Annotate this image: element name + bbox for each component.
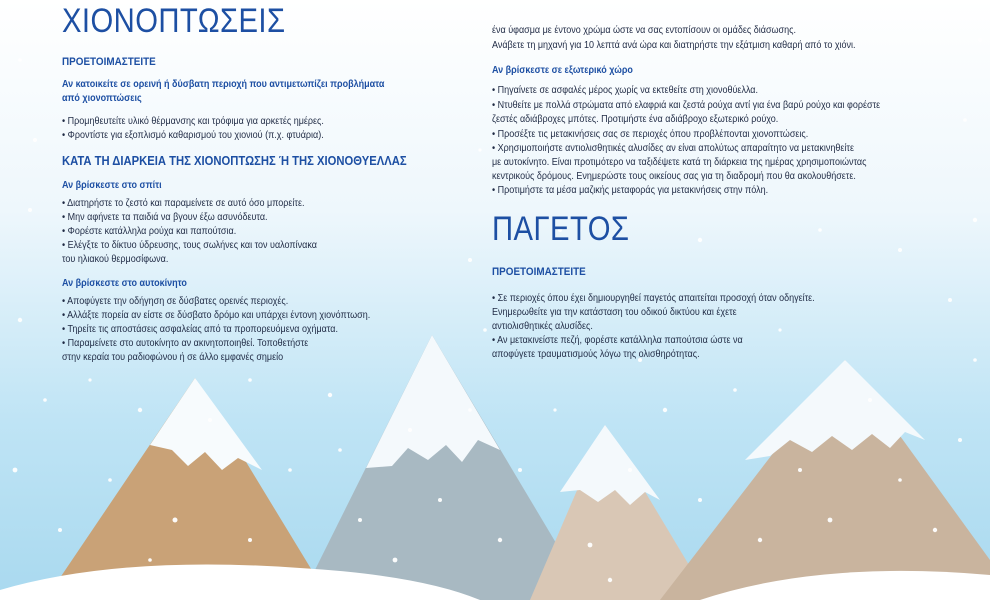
home-item: • Μην αφήνετε τα παιδιά να βγουν έξω ασυνόδευτα. xyxy=(62,212,268,223)
outdoor-item: • Πηγαίνετε σε ασφαλές μέρος χωρίς να εκτεθείτε στη χιονοθύελλα. xyxy=(492,85,759,96)
outdoor-item: κεντρικούς δρόμους. Ενημερώστε τους οικείους σας για τη διαδρομή που θα ακολουθήσετε. xyxy=(492,171,856,182)
intro-line-2: από χιονοπτώσεις xyxy=(62,93,142,104)
prepare-heading: ΠΡΟΕΤΟΙΜΑΣΤΕΙΤΕ xyxy=(62,56,156,68)
during-heading: ΚΑΤΑ ΤΗ ΔΙΑΡΚΕΙΑ ΤΗΣ ΧΙΟΝΟΠΤΩΣΗΣ Ή ΤΗΣ ΧΙΟΝΟΘΥΕΛΛΑΣ xyxy=(62,154,407,168)
car-item: στην κεραία του ραδιοφώνου ή σε άλλο εμφανές σημείο xyxy=(62,352,284,363)
car-item: • Παραμείνετε στο αυτοκίνητο αν ακινητοποιηθεί. Τοποθετήστε xyxy=(62,338,309,349)
outdoor-item: • Ντυθείτε με πολλά στρώματα από ελαφριά και ζεστά ρούχα αντί για ένα βαρύ ρούχο και φορέστε xyxy=(492,100,881,111)
outdoor-item: • Προτιμήστε τα μέσα μαζικής μεταφοράς για μετακινήσεις στην πόλη. xyxy=(492,185,769,196)
mountain-center xyxy=(300,335,590,600)
home-heading: Αν βρίσκεστε στο σπίτι xyxy=(62,180,162,191)
outdoor-item: • Προσέξτε τις μετακινήσεις σας σε περιοχές όπου προβλέπονται χιονοπτώσεις. xyxy=(492,129,809,140)
frost-item: αντιολισθητικές αλυσίδες. xyxy=(492,321,593,332)
prepare-item: • Φροντίστε για εξοπλισμό καθαρισμού του χιονιού (π.χ. φτυάρια). xyxy=(62,130,324,141)
outdoor-heading: Αν βρίσκεστε σε εξωτερικό χώρο xyxy=(492,65,633,76)
prepare-item: • Προμηθευτείτε υλικό θέρμανσης και τρόφιμα για αρκετές ημέρες. xyxy=(62,116,324,127)
frost-title: ΠΑΓΕΤΟΣ xyxy=(492,210,630,248)
car-item: • Αλλάξτε πορεία αν είστε σε δύσβατο δρόμο και υπάρχει έντονη χιονόπτωση. xyxy=(62,310,371,321)
frost-item: • Αν μετακινείστε πεζή, φορέστε κατάλληλα παπούτσια ώστε να xyxy=(492,335,743,346)
home-item: • Διατηρήστε το ζεστό και παραμείνετε σε αυτό όσο μπορείτε. xyxy=(62,198,305,209)
outdoor-item: ζεστές αδιάβροχες μπότες. Προτιμήστε ένα αδιάβροχο εξωτερικό ρούχο. xyxy=(492,114,779,125)
car-continued-line: Ανάβετε τη μηχανή για 10 λεπτά ανά ώρα και διατηρήστε την εξάτμιση καθαρή από το χιόνι. xyxy=(492,40,856,51)
mountain-right xyxy=(660,360,990,600)
car-item: • Τηρείτε τις αποστάσεις ασφαλείας από τα προπορευόμενα οχήματα. xyxy=(62,324,338,335)
home-item: • Φορέστε κατάλληλα ρούχα και παπούτσια. xyxy=(62,226,237,237)
home-item: του ηλιακού θερμοσίφωνα. xyxy=(62,254,169,265)
car-item: • Αποφύγετε την οδήγηση σε δύσβατες ορεινές περιοχές. xyxy=(62,296,289,307)
frost-item: • Σε περιοχές όπου έχει δημιουργηθεί παγετός απαιτείται προσοχή όταν οδηγείτε. xyxy=(492,293,815,304)
frost-prepare-heading: ΠΡΟΕΤΟΙΜΑΣΤΕΙΤΕ xyxy=(492,266,586,278)
intro-line-1: Αν κατοικείτε σε ορεινή ή δύσβατη περιοχή που αντιμετωπίζει προβλήματα xyxy=(62,79,385,90)
page-title-snowfall: ΧΙΟΝΟΠΤΩΣΕΙΣ xyxy=(62,2,286,40)
home-item: • Ελέγξτε το δίκτυο ύδρευσης, τους σωλήνες και τον υαλοπίνακα xyxy=(62,240,317,251)
car-heading: Αν βρίσκεστε στο αυτοκίνητο xyxy=(62,278,187,289)
outdoor-item: με αυτοκίνητο. Είναι προτιμότερο να ταξιδέψετε κατά τη διάρκεια της ημέρας χρησιμοποιώντας xyxy=(492,157,867,168)
frost-item: Ενημερωθείτε για την κατάσταση του οδικού δικτύου και έχετε xyxy=(492,307,737,318)
outdoor-item: • Χρησιμοποιήστε αντιολισθητικές αλυσίδες αν είναι απολύτως απαραίτητο να μετακινηθείτε xyxy=(492,143,854,154)
car-continued-line: ένα ύφασμα με έντονο χρώμα ώστε να σας εντοπίσουν οι ομάδες διάσωσης. xyxy=(492,25,796,36)
frost-item: αποφύγετε τραυματισμούς λόγω της ολισθηρότητας. xyxy=(492,349,700,360)
